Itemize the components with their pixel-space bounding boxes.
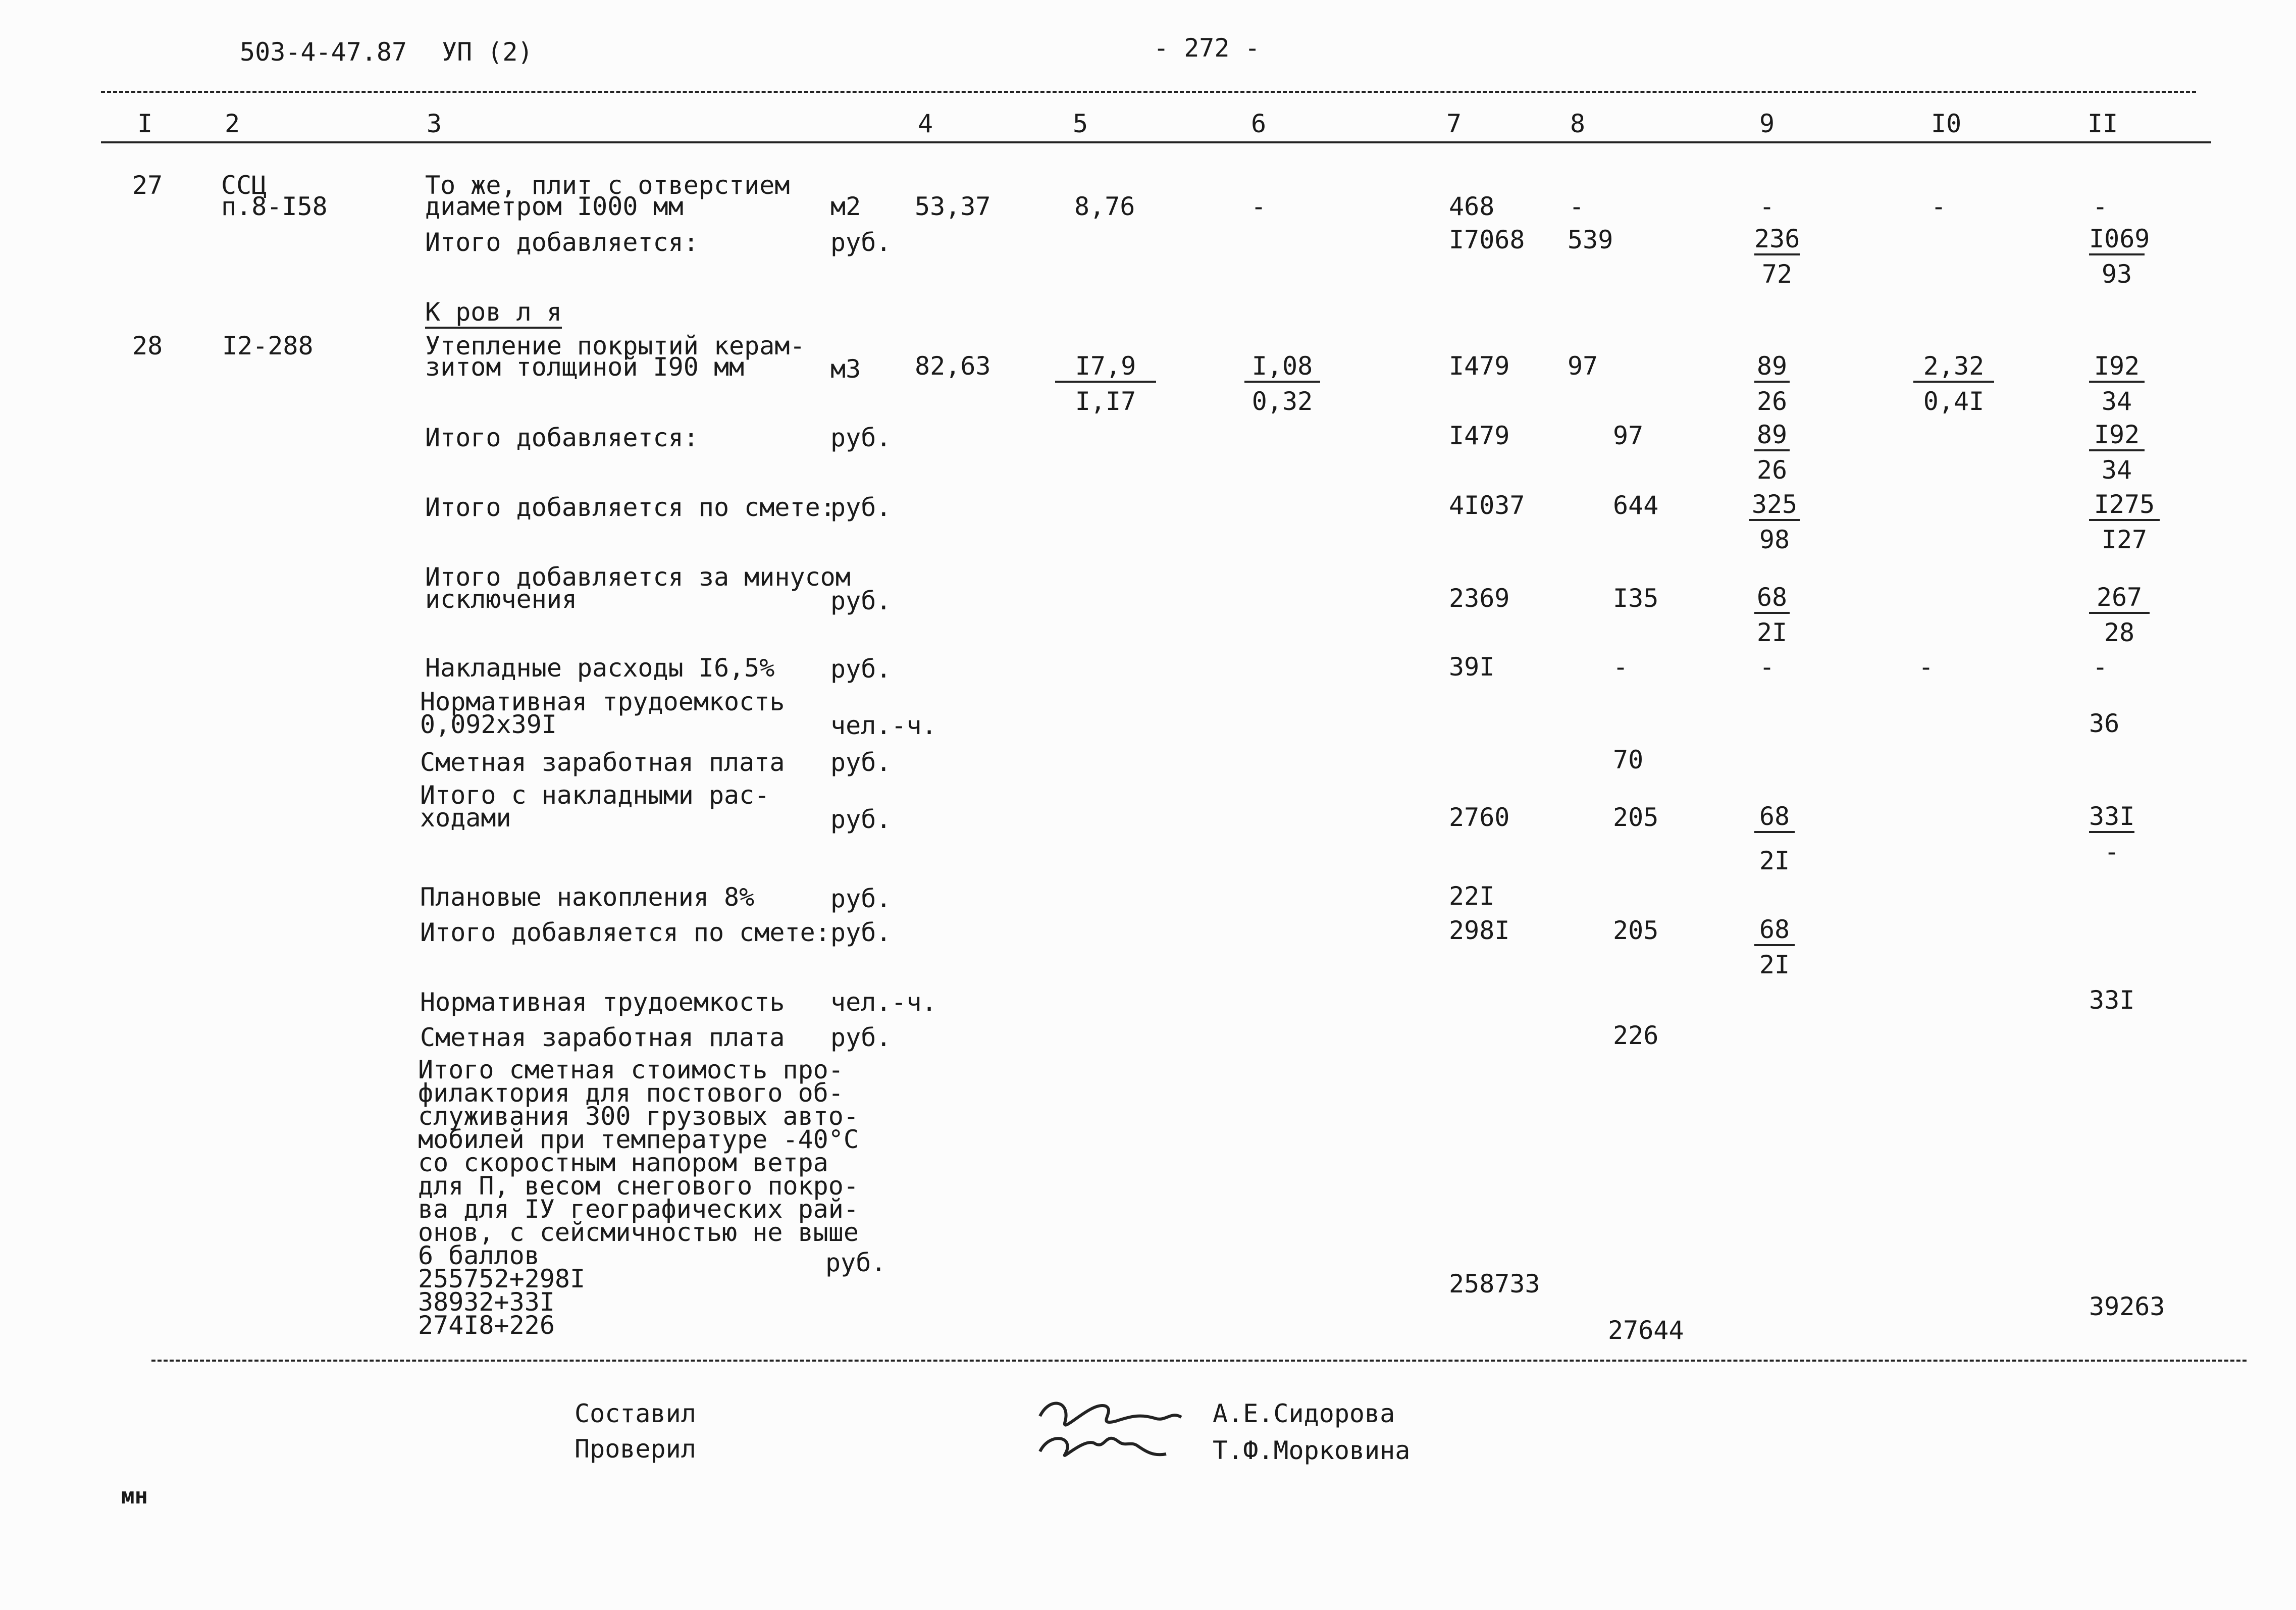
- column-header-4: 4: [918, 109, 933, 138]
- row-28-desc-line1: Утепление покрытий керам-: [425, 331, 805, 360]
- row-27-desc-line2: диаметром I000 мм: [425, 192, 684, 221]
- labor-norm-line1: Нормативная трудоемкость: [420, 687, 785, 716]
- labor-norm-2-col11: 33I: [2089, 985, 2135, 1015]
- row-27-col11: -: [2093, 192, 2108, 221]
- fraction-denominator: 0,4I: [1923, 387, 1985, 416]
- wage-2-unit: руб.: [830, 1023, 892, 1052]
- column-header-9: 9: [1759, 109, 1775, 138]
- overhead-col7: 39I: [1449, 652, 1495, 682]
- fraction-denominator: -: [2104, 837, 2120, 866]
- fraction-denominator: 2I: [1759, 950, 1790, 979]
- page-number: - 272 -: [1154, 33, 1260, 63]
- row-28-ref: I2-288: [222, 331, 314, 360]
- row-28-desc-line2: зитом толщиной I90 мм: [425, 352, 745, 382]
- row-28-number: 28: [132, 331, 163, 360]
- labor-norm-unit: чел.-ч.: [830, 711, 937, 740]
- corner-mark: мн: [121, 1483, 148, 1509]
- grand-total-line: для П, весом снегового покро-: [418, 1171, 859, 1201]
- row-27-price: 8,76: [1074, 192, 1135, 221]
- checked-by-name: Т.Ф.Морковина: [1213, 1436, 1411, 1465]
- row-27-subtotal-unit: руб.: [830, 228, 892, 257]
- column-header-2: 2: [225, 109, 240, 138]
- row-27-col7: 468: [1449, 192, 1495, 221]
- subtotal-28-col8: 97: [1613, 421, 1644, 450]
- row-27-ref-line1: ССЦ: [221, 171, 267, 200]
- fraction-denominator: I,I7: [1075, 387, 1136, 416]
- fraction-denominator: 2I: [1759, 846, 1790, 875]
- minus-exclusion-col9: [1754, 585, 1790, 645]
- fraction-denominator: 72: [1761, 259, 1793, 289]
- minus-exclusion-col11: [2089, 585, 2150, 645]
- with-overhead-col11: [2089, 804, 2134, 864]
- table-header-rule: [101, 141, 2211, 143]
- fraction-denominator: 0,32: [1251, 387, 1313, 416]
- fraction-denominator: 26: [1756, 387, 1788, 416]
- fraction-denominator: 34: [2101, 387, 2132, 416]
- fraction-numerator: 68: [1754, 585, 1790, 614]
- row-28-col9: [1754, 353, 1790, 414]
- subtotal-28-col7: I479: [1449, 421, 1510, 450]
- minus-exclusion-line1: Итого добавляется за минусом: [425, 562, 851, 592]
- fraction-numerator: I275: [2089, 492, 2160, 521]
- table-bottom-rule: [151, 1360, 2247, 1362]
- grand-total-description: [418, 1055, 859, 1340]
- grand-total-line: 6 баллов: [418, 1241, 540, 1270]
- fraction-denominator: I27: [2101, 525, 2148, 554]
- minus-exclusion-line2: исключения: [425, 585, 578, 614]
- fraction-numerator: 89: [1754, 353, 1790, 383]
- fraction-numerator: I92: [2089, 422, 2145, 451]
- estimate-total-2-col8: 205: [1613, 916, 1659, 945]
- row-27-subtotal-col8: 539: [1568, 225, 1613, 254]
- fraction-numerator: 2,32: [1913, 353, 1994, 383]
- estimate-total-col8: 644: [1613, 491, 1659, 520]
- fraction-numerator: 236: [1754, 226, 1800, 255]
- wage-label: Сметная заработная плата: [420, 748, 785, 777]
- grand-total-col11: 39263: [2089, 1292, 2165, 1321]
- row-27-ref-line2: п.8-I58: [221, 192, 328, 221]
- estimate-total-label: Итого добавляется по смете:: [425, 493, 836, 522]
- fraction-numerator: I92: [2089, 353, 2145, 383]
- column-header-8: 8: [1570, 109, 1586, 138]
- planned-savings-unit: руб.: [830, 884, 892, 913]
- overhead-unit: руб.: [830, 654, 892, 684]
- fraction-denominator: 98: [1759, 525, 1790, 554]
- with-overhead-line2: ходами: [420, 803, 511, 833]
- labor-norm-2-label: Нормативная трудоемкость: [420, 988, 785, 1017]
- grand-total-line: мобилей при температуре -40°С: [418, 1125, 859, 1154]
- row-28-col11: [2089, 353, 2145, 414]
- row-28-unit: м3: [830, 354, 861, 384]
- estimate-total-col9: [1749, 492, 1800, 552]
- row-27-col10: -: [1931, 192, 1947, 221]
- labor-norm-2-unit: чел.-ч.: [830, 988, 937, 1017]
- grand-total-line: филактория для постового об-: [418, 1078, 844, 1108]
- subtotal-28-col11: [2089, 422, 2145, 483]
- fraction-denominator: 26: [1756, 455, 1788, 485]
- estimate-total-col7: 4I037: [1449, 491, 1525, 520]
- grand-total-line: со скоростным напором ветра: [418, 1148, 828, 1177]
- with-overhead-unit: руб.: [830, 805, 892, 834]
- fraction-numerator: 33I: [2089, 804, 2134, 833]
- wage-2-col8: 226: [1613, 1021, 1659, 1050]
- minus-exclusion-col8: I35: [1613, 584, 1659, 613]
- fraction-numerator: I,08: [1244, 353, 1320, 383]
- with-overhead-line1: Итого с накладными рас-: [420, 781, 770, 810]
- minus-exclusion-col7: 2369: [1449, 584, 1510, 613]
- fraction-denominator: 28: [2104, 618, 2135, 647]
- minus-exclusion-unit: руб.: [830, 586, 892, 615]
- fraction-numerator: I7,9: [1055, 353, 1156, 383]
- fraction-denominator: 2I: [1756, 618, 1788, 647]
- estimate-total-2-unit: руб.: [830, 918, 892, 947]
- fraction-numerator: 89: [1754, 422, 1790, 451]
- fraction-denominator: 34: [2101, 455, 2132, 485]
- with-overhead-col8: 205: [1613, 803, 1659, 832]
- row-27-qty: 53,37: [915, 192, 991, 221]
- row-28-col6: [1244, 353, 1320, 414]
- column-header-6: 6: [1251, 109, 1267, 138]
- column-header-1: I: [137, 109, 153, 138]
- estimate-total-2-col7: 298I: [1449, 916, 1510, 945]
- row-27-col8: -: [1569, 192, 1585, 221]
- fraction-numerator: I069: [2089, 226, 2145, 255]
- grand-total-line: онов, с сейсмичностью не выше: [418, 1218, 859, 1247]
- estimate-total-col11: [2089, 492, 2160, 552]
- grand-total-line: ва для IУ географических рай-: [418, 1194, 859, 1224]
- fraction-denominator: 93: [2101, 259, 2132, 289]
- row-28-col8: 97: [1568, 351, 1598, 381]
- checked-by-label: Проверил: [575, 1434, 696, 1464]
- row-27-number: 27: [132, 171, 163, 200]
- row-27-subtotal-col9: [1754, 226, 1800, 287]
- fraction-numerator: 68: [1754, 804, 1795, 833]
- document-code: 503-4-47.87: [240, 37, 407, 67]
- grand-total-line: 38932+33I: [418, 1287, 555, 1317]
- grand-total-line: служивания 300 грузовых авто-: [418, 1102, 859, 1131]
- overhead-col8: -: [1613, 652, 1629, 682]
- overhead-col10: -: [1918, 652, 1934, 682]
- estimate-total-unit: руб.: [830, 493, 892, 522]
- fraction-numerator: 267: [2089, 585, 2150, 614]
- compiled-by-name: А.Е.Сидорова: [1213, 1399, 1395, 1428]
- column-header-3: 3: [427, 109, 442, 138]
- planned-savings-label: Плановые накопления 8%: [420, 882, 755, 912]
- column-header-5: 5: [1073, 109, 1088, 138]
- row-28-qty: 82,63: [915, 351, 991, 381]
- with-overhead-col9: [1754, 804, 1795, 873]
- grand-total-col8: 27644: [1608, 1316, 1684, 1345]
- row-27-subtotal-label: Итого добавляется:: [425, 228, 699, 257]
- row-27-col6: -: [1251, 192, 1267, 221]
- grand-total-unit: руб.: [825, 1248, 886, 1277]
- overhead-label: Накладные расходы I6,5%: [425, 653, 775, 683]
- grand-total-line: 274I8+226: [418, 1311, 555, 1340]
- labor-norm-col11: 36: [2089, 709, 2120, 738]
- planned-savings-col7: 22I: [1449, 881, 1495, 911]
- estimate-total-2-label: Итого добавляется по смете:: [420, 918, 830, 947]
- grand-total-line: Итого сметная стоимость про-: [418, 1055, 844, 1084]
- compiled-by-label: Составил: [575, 1399, 696, 1428]
- column-header-10: I0: [1931, 109, 1962, 138]
- row-27-subtotal-col7: I7068: [1449, 225, 1525, 254]
- document-part: УП (2): [442, 37, 533, 67]
- labor-norm-line2: 0,092х39I: [420, 710, 557, 739]
- fraction-numerator: 325: [1749, 492, 1800, 521]
- column-header-11: II: [2088, 109, 2118, 138]
- row-27-subtotal-col11: [2089, 224, 2150, 289]
- overhead-col11: -: [2093, 652, 2108, 682]
- subtotal-28-unit: руб.: [830, 423, 892, 452]
- subtotal-28-col9: [1754, 422, 1790, 483]
- grand-total-col7: 258733: [1449, 1269, 1540, 1299]
- wage-2-label: Сметная заработная плата: [420, 1023, 785, 1052]
- table-top-rule: [101, 91, 2196, 93]
- row-27-col9: -: [1759, 192, 1775, 221]
- row-28-col7: I479: [1449, 351, 1510, 381]
- subtotal-28-label: Итого добавляется:: [425, 423, 699, 452]
- overhead-col9: -: [1759, 652, 1775, 682]
- row-28-col5: [1055, 353, 1156, 414]
- with-overhead-col7: 2760: [1449, 803, 1510, 832]
- column-header-7: 7: [1446, 109, 1462, 138]
- row-27-unit: м2: [830, 192, 861, 221]
- fraction-numerator: 68: [1754, 917, 1795, 946]
- row-27-desc-line1: То же, плит с отверстием: [425, 171, 790, 200]
- grand-total-line: 255752+298I: [418, 1264, 586, 1293]
- wage-unit: руб.: [830, 748, 892, 777]
- row-28-col10: [1913, 353, 1994, 414]
- section-heading-roof: К ров л я: [425, 299, 562, 329]
- signatures-image: [1030, 1381, 1191, 1467]
- estimate-total-2-col9: [1754, 917, 1795, 977]
- wage-col8: 70: [1613, 745, 1644, 774]
